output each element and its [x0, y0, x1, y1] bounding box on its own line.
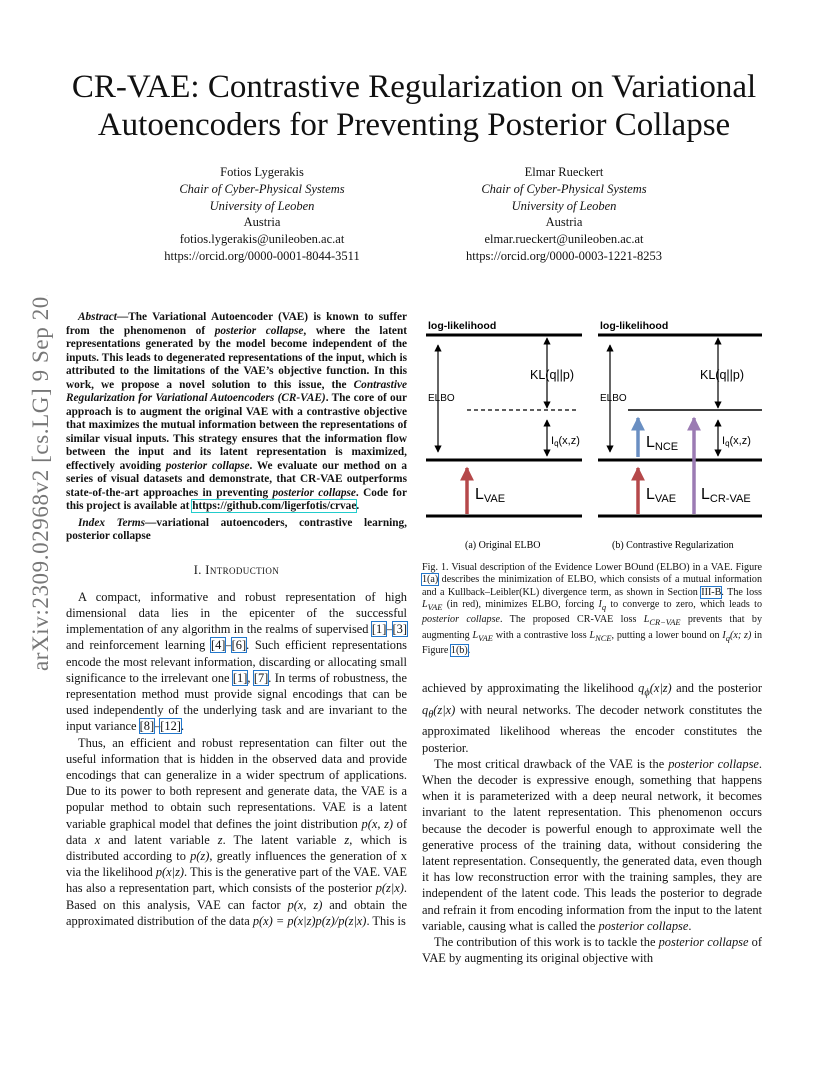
citation-link[interactable]: [1] [232, 670, 248, 685]
author-email[interactable]: elmar.rueckert@unileoben.ac.at [484, 232, 644, 247]
author-affiliation: Chair of Cyber-Physical Systems [481, 181, 647, 196]
figure-caption: Fig. 1. Visual description of the Evidence Lower BOund (ELBO) in a VAE. Figure 1(a) describes the minimization of ELBO, which consists of a mutual information and a Kullback–Leibler(KL) divergence term, as shown in Section III-B. The loss $L_{VAE}$ (in red), minimizes ELBO, forcing $I_q$ to converge to zero, which leads to posterior collapse. The proposed CR-VAE loss $L_{CR-VAE}$ prevents that by augmenting $L_{VAE}$ with a contrastive loss $L_{NCE}$, putting a lower bound on $I_q(x$; z) in Figure 1(b). [422, 562, 762, 656]
author-university: University of Leoben [209, 198, 315, 213]
citation-link[interactable]: [7] [253, 670, 269, 685]
kl-label: KL(q||p) [530, 368, 575, 382]
author-university: University of Leoben [511, 198, 617, 213]
right-paragraph-2: The most critical drawback of the VAE is the posterior collapse. When the decoder is expressive enough, something that happens when it is parameterized with a deep neural network, it becomes invariant to the latent representation. This phenomenon occurs because the decoder is powerful enough to approximate well the generative process of the training data, without considering the latent representation. Consequently, the generated data, even though it has low reconstruction error with the training samples, they are independent of the latent code. This leads the posterior to degrade and refrain it from encoding information from the input to the latent variable, causing what is called the posterior collapse. [422, 756, 762, 933]
elbo-label: ELBO [428, 393, 455, 404]
section-ref-link[interactable]: III-B [701, 586, 722, 598]
lcr-vae-label: LCR-VAE [701, 486, 751, 505]
figure-panel-a [426, 320, 582, 551]
figure-ref-link[interactable]: 1(a) [422, 574, 439, 586]
intro-paragraph-1: A compact, informative and robust representation of high dimensional data lies in the epicenter of the successful implementation of any algorithm in the realms of supervised [1]–[3] and reinforcement learning [4]–[6]. Such efficient representations encode the most relevant information, discarding or allocating small significance to the irrelevant one [1], [7]. In terms of robustness, the representation method must provide signal encodings that can be used independently of the underlying task and are invariant to the input variance [8]–[12]. [66, 589, 407, 734]
lnce-label: LNCE [646, 434, 679, 453]
index-terms: Index Terms—variational autoencoders, contrastive learning, posterior collapse [66, 516, 407, 542]
right-paragraph-1: achieved by approximating the likelihood $q_\phi(x|z)$ and the posterior $q_\theta(z|x)$ with neural networks. The decoder network constitutes the approximated likelihood whereas the encoder constitutes the posterior. [422, 681, 762, 755]
citation-link[interactable]: [8] [139, 719, 155, 734]
lvae-label: LVAE [646, 486, 677, 505]
figure-panel-b [598, 320, 762, 551]
citation-link[interactable]: [12] [160, 719, 181, 734]
title-line-1: CR-VAE: Contrastive Regularization on Variational [71, 69, 757, 105]
arxiv-identifier [8, 295, 68, 675]
author-orcid[interactable]: https://orcid.org/0000-0003-1221-8253 [466, 248, 662, 263]
author-affiliation: Chair of Cyber-Physical Systems [179, 181, 345, 196]
elbo-label: ELBO [600, 393, 627, 404]
figure-ref-link[interactable]: 1(b) [450, 644, 468, 656]
subcaption-a: (a) Original ELBO [465, 540, 541, 551]
author-block-1 [112, 164, 412, 265]
log-likelihood-label: log-likelihood [600, 320, 669, 332]
author-country: Austria [545, 215, 583, 230]
intro-paragraph-2: Thus, an efficient and robust representation can filter out the useful information that is hidden in the observed data and provide encodings that can generalize in a wider spectrum of applications. Due to its power to both represent and generate data, the VAE is a popular method to obtain such representations. VAE is a latent variable graphical model that defines the joint distribution p(x, z) of data x and latent variable z. The latent variable z, which is distributed according to p(z), greatly influences the generation of x via the likelihood p(x|z). This is the generative part of the VAE. VAE has also a representation part, which consists of the posterior p(z|x). Based on this analysis, VAE can factor p(x, z) and obtain the approximated distribution of the data p(x) = p(x|z)p(z)/p(z|x). This is [66, 735, 408, 928]
figure-1 [420, 314, 765, 554]
citation-link[interactable]: [1] [371, 622, 387, 637]
author-name: Fotios Lygerakis [220, 165, 304, 179]
section-heading-introduction: I. Introduction [193, 562, 280, 577]
paper-title [50, 68, 778, 144]
abstract-label: Abstract [78, 311, 117, 323]
subcaption-b: (b) Contrastive Regularization [612, 540, 734, 551]
abstract: Abstract—The Variational Autoencoder (VAE) is known to suffer from the phenomenon of posterior collapse, where the latent representations generated by the model become independent of the inputs. This leads to degenerated representations of the input, which is attributed to the limitations of the VAE’s objective function. In this work, we propose a novel solution to this issue, the Contrastive Regularization for Variational Autoencoders (CR-VAE). The core of our approach is to augment the original VAE with a contrastive objective that maximizes the mutual information between the representations of similar visual inputs. This strategy ensures that the information flow between the input and its latent representation is maximized, effectively avoiding posterior collapse. We evaluate our method on a series of visual datasets and demonstrate, that CR-VAE outperforms state-of-the-art approaches in preventing posterior collapse. Code for this project is available at https://github.com/ligerfotis/crvae. [66, 311, 407, 512]
author-email[interactable]: fotios.lygerakis@unileoben.ac.at [179, 232, 345, 247]
log-likelihood-label: log-likelihood [428, 320, 497, 332]
citation-link[interactable]: [6] [231, 638, 247, 653]
author-orcid[interactable]: https://orcid.org/0000-0001-8044-3511 [164, 248, 360, 263]
citation-link[interactable]: [3] [392, 622, 407, 637]
title-line-2: Autoencoders for Preventing Posterior Collapse [97, 107, 731, 143]
author-country: Austria [243, 215, 281, 230]
right-column [422, 680, 762, 966]
left-column [66, 311, 407, 929]
right-paragraph-3: The contribution of this work is to tackle the posterior collapse of VAE by augmenting its original objective with [422, 934, 763, 966]
code-url-link[interactable]: https://github.com/ligerfotis/crvae [192, 500, 357, 512]
citation-link[interactable]: [4] [210, 638, 226, 653]
arxiv-identifier-text: arXiv:2309.02968v2 [cs.LG] 9 Sep 2023 [28, 295, 53, 671]
iq-label: Iq(x,z) [551, 435, 580, 448]
author-block-2 [414, 164, 714, 265]
author-name: Elmar Rueckert [524, 165, 604, 179]
kl-label: KL(q||p) [700, 368, 745, 382]
lvae-label: LVAE [475, 486, 506, 505]
iq-label: Iq(x,z) [722, 435, 751, 448]
